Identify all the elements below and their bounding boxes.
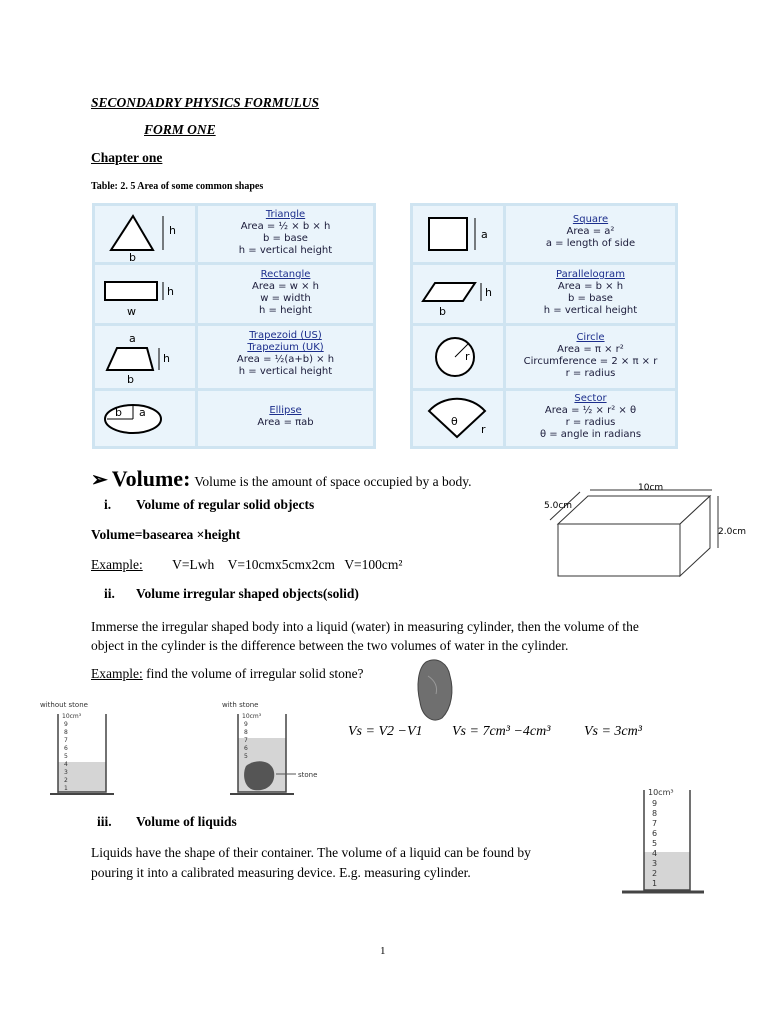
parallelogram-figure: [413, 265, 503, 323]
volume-heading: Volume:: [111, 466, 191, 491]
equation-1: Vs = V2 −V1: [348, 724, 423, 739]
svg-text:b: b: [439, 305, 446, 318]
cylinder-without-stone: [36, 710, 116, 800]
volume-formula: Volume=basearea ×height: [91, 527, 241, 542]
section-3-title: Volume of liquids: [136, 814, 237, 829]
svg-text:1: 1: [64, 785, 68, 792]
without-stone-label: without stone: [40, 701, 88, 709]
box-width-label: 5.0cm: [544, 501, 573, 511]
sector-figure: [413, 391, 503, 446]
section-2-paragraph: Immerse the irregular shaped body into a liquid (water) in measuring cylinder, then the volume of the object in the cylinder is the difference between the two volumes of water in the cylinder.: [91, 619, 639, 653]
triangle-icon: [95, 206, 195, 262]
svg-text:8: 8: [64, 729, 68, 736]
svg-text:10cm³: 10cm³: [242, 713, 262, 720]
svg-text:2: 2: [652, 869, 658, 878]
parallelogram-formula: Parallelogram Area = b × h b = base h = vertical height: [506, 265, 675, 323]
cuboid-diagram: [530, 482, 760, 582]
svg-text:1: 1: [652, 879, 658, 888]
section-3-paragraph: Liquids have the shape of their container. The volume of a liquid can be found by pouring it into a calibrated measuring device. E.g. measuring cylinder.: [91, 845, 531, 880]
svg-text:10cm³: 10cm³: [648, 788, 674, 797]
svg-text:a: a: [129, 332, 136, 345]
box-height-label: 2.0cm: [718, 527, 747, 537]
svg-text:r: r: [465, 350, 470, 363]
volume-heading-line: [91, 466, 471, 492]
svg-text:5: 5: [244, 753, 248, 760]
svg-text:5: 5: [64, 753, 68, 760]
trapezoid-icon: [95, 326, 195, 388]
with-stone-label: with stone: [222, 701, 259, 709]
svg-text:9: 9: [64, 721, 68, 728]
square-formula: Square Area = a² a = length of side: [506, 206, 675, 262]
page-number: 1: [380, 945, 386, 957]
shapes-table-left: [92, 203, 376, 449]
svg-text:a: a: [481, 228, 488, 241]
svg-text:h: h: [169, 224, 176, 237]
rectangle-figure: [95, 265, 195, 323]
svg-text:b: b: [115, 406, 122, 419]
section-3-number: iii.: [97, 814, 112, 829]
svg-text:4: 4: [652, 849, 658, 858]
square-figure: [413, 206, 503, 262]
svg-text:h: h: [167, 285, 174, 298]
ellipse-figure: [95, 391, 195, 446]
shapes-table-right: [410, 203, 678, 449]
equation-row: [348, 724, 642, 740]
stone-image: [414, 656, 456, 724]
circle-formula: Circle Area = π × r² Circumference = 2 × π × r r = radius: [506, 326, 675, 388]
svg-text:h: h: [163, 352, 170, 365]
trapezoid-figure: [95, 326, 195, 388]
svg-text:3: 3: [652, 859, 658, 868]
triangle-figure: [95, 206, 195, 262]
svg-text:h: h: [485, 286, 492, 299]
svg-text:2: 2: [64, 777, 68, 784]
svg-text:7: 7: [652, 819, 658, 828]
svg-text:8: 8: [244, 729, 248, 736]
ellipse-icon: [95, 391, 195, 446]
circle-icon: [413, 326, 503, 388]
box-length-label: 10cm: [638, 483, 664, 493]
parallelogram-icon: [413, 265, 503, 323]
table-caption: Table: 2. 5 Area of some common shapes: [91, 181, 264, 192]
scale-1-top: 10cm³: [62, 713, 82, 720]
document-title: SECONDADRY PHYSICS FORMULUS: [91, 95, 320, 110]
svg-text:8: 8: [652, 809, 658, 818]
svg-text:6: 6: [64, 745, 68, 752]
section-1-title: Volume of regular solid objects: [136, 497, 315, 512]
sector-icon: [413, 391, 503, 446]
section-1-number: i.: [104, 497, 112, 512]
svg-text:5: 5: [652, 839, 658, 848]
stone-pointer-label: stone: [298, 771, 318, 779]
sector-formula: Sector Area = ½ × r² × θ r = radius θ = angle in radians: [506, 391, 675, 446]
equation-2: Vs = 7cm³ −4cm³: [452, 724, 551, 739]
circle-figure: [413, 326, 503, 388]
section-2-title: Volume irregular shaped objects(solid): [136, 586, 359, 601]
svg-text:7: 7: [244, 737, 248, 744]
rectangle-formula: Rectangle Area = w × h w = width h = height: [198, 265, 373, 323]
chapter-heading: Chapter one: [91, 150, 163, 165]
svg-text:r: r: [481, 423, 486, 436]
svg-text:4: 4: [64, 761, 68, 768]
measuring-cylinder-large: [618, 786, 708, 898]
svg-text:θ: θ: [451, 415, 458, 428]
volume-definition: Volume is the amount of space occupied by a body.: [194, 474, 472, 489]
trapezoid-formula: Trapezoid (US) Trapezium (UK) Area = ½(a+b) × h h = vertical height: [198, 326, 373, 388]
svg-text:6: 6: [244, 745, 248, 752]
svg-text:9: 9: [244, 721, 248, 728]
form-heading: FORM ONE: [144, 122, 216, 137]
svg-text:w: w: [127, 305, 136, 318]
svg-text:7: 7: [64, 737, 68, 744]
arrow-bullet-icon: ➢: [91, 469, 108, 491]
example-2-line: Example: find the volume of irregular solid stone?: [91, 666, 364, 681]
svg-text:9: 9: [652, 799, 658, 808]
example-1-line: Example: V=Lwh V=10cmx5cmx2cm V=100cm²: [91, 557, 403, 572]
section-2-number: ii.: [104, 586, 115, 601]
ellipse-formula: Ellipse Area = πab: [198, 391, 373, 446]
svg-text:6: 6: [652, 829, 658, 838]
square-icon: [413, 206, 503, 262]
cylinder-with-stone: [216, 710, 346, 800]
svg-text:b: b: [127, 373, 134, 386]
svg-text:b: b: [129, 251, 136, 262]
svg-text:a: a: [139, 406, 146, 419]
svg-text:3: 3: [64, 769, 68, 776]
triangle-formula: Triangle Area = ½ × b × h b = base h = vertical height: [198, 206, 373, 262]
equation-3: Vs = 3cm³: [583, 724, 642, 739]
rectangle-icon: [95, 265, 195, 323]
